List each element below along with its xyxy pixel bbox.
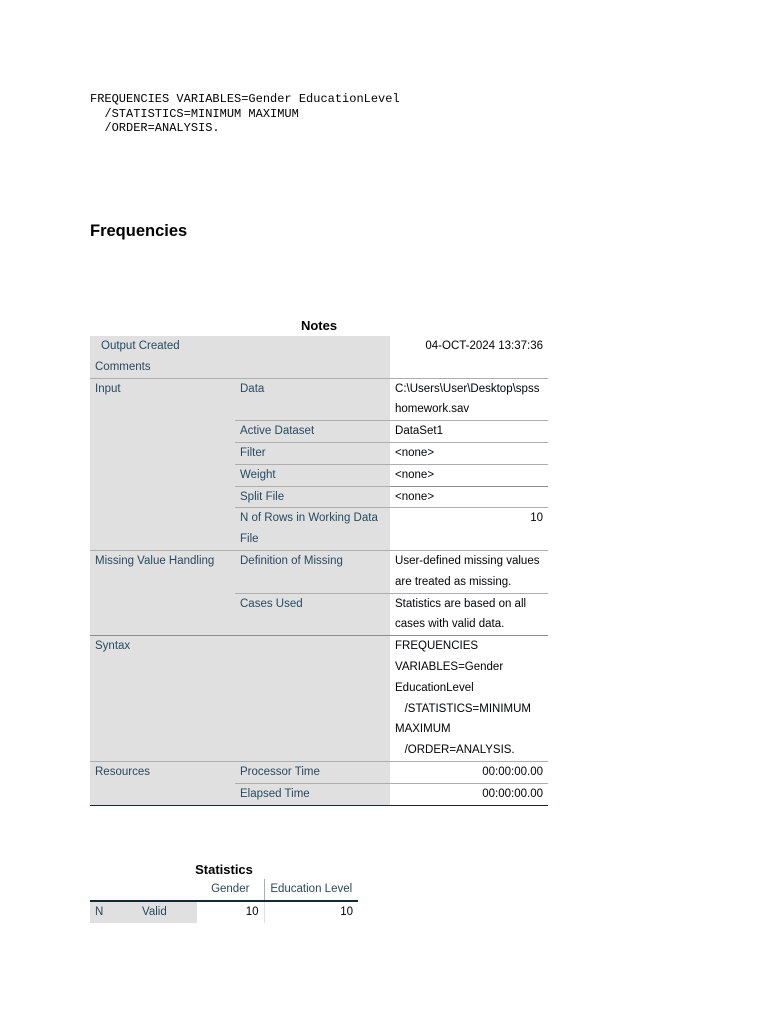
- row-group-label: Resources: [90, 761, 235, 805]
- syntax-line: /ORDER=ANALYSIS.: [90, 121, 220, 135]
- cell-value: Statistics are based on all cases with valid data.: [390, 593, 548, 636]
- syntax-block: [90, 92, 400, 136]
- syntax-line: /STATISTICS=MINIMUM MAXIMUM: [90, 106, 299, 121]
- row-label: Output Created: [90, 336, 390, 357]
- row-label: Comments: [90, 357, 390, 378]
- table-row: [90, 357, 548, 378]
- cell-value: DataSet1: [390, 421, 548, 443]
- syntax-value-line: FREQUENCIES: [395, 640, 479, 653]
- syntax-value-line: VARIABLES=Gender: [395, 660, 504, 673]
- cell-value: [390, 357, 548, 378]
- section-title: Frequencies: [90, 222, 188, 240]
- cell-value: 00:00:00.00: [390, 783, 548, 805]
- row-label: N: [90, 901, 137, 923]
- row-label: Active Dataset: [235, 421, 390, 443]
- table-row: [90, 378, 548, 421]
- table-header-row: [90, 879, 358, 901]
- row-label: N of Rows in Working Data File: [235, 508, 390, 551]
- row-group-label: Missing Value Handling: [90, 550, 235, 635]
- row-label: Processor Time: [235, 761, 390, 783]
- notes-table: [90, 336, 548, 806]
- row-label: Split File: [235, 486, 390, 508]
- table-row: [90, 761, 548, 783]
- cell-value: <none>: [390, 442, 548, 464]
- notes-title: Notes: [300, 318, 338, 333]
- syntax-line: FREQUENCIES VARIABLES=Gender EducationLevel: [90, 92, 400, 106]
- column-header: Education Level: [264, 879, 358, 901]
- row-label: Weight: [235, 464, 390, 486]
- cell-value: User-defined missing values are treated as missing.: [390, 550, 548, 593]
- row-label: Cases Used: [235, 593, 390, 636]
- row-label: Data: [235, 378, 390, 421]
- row-label: Elapsed Time: [235, 783, 390, 805]
- table-row: [90, 901, 358, 923]
- cell-value: <none>: [390, 464, 548, 486]
- header-corner: [90, 879, 197, 901]
- row-label: Definition of Missing: [235, 550, 390, 593]
- cell-value: [390, 636, 548, 762]
- cell-value: 04-OCT-2024 13:37:36: [390, 336, 548, 357]
- table-row: [90, 550, 548, 593]
- table-row: [90, 336, 548, 357]
- table-row: [90, 636, 548, 762]
- row-group-label: Input: [90, 378, 235, 550]
- row-label: Valid: [137, 901, 197, 923]
- row-label: Syntax: [90, 636, 390, 762]
- column-header: Gender: [197, 879, 264, 901]
- cell-value: 00:00:00.00: [390, 761, 548, 783]
- syntax-value-line: /STATISTICS=MINIMUM: [395, 702, 531, 715]
- syntax-value-line: EducationLevel: [395, 681, 474, 694]
- cell-value: <none>: [390, 486, 548, 508]
- row-label: Filter: [235, 442, 390, 464]
- statistics-title: Statistics: [195, 862, 253, 877]
- cell-value: 10: [390, 508, 548, 551]
- statistics-table: [90, 879, 358, 923]
- syntax-value-line: /ORDER=ANALYSIS.: [395, 744, 515, 757]
- cell-value: 10: [245, 905, 259, 918]
- syntax-value-line: MAXIMUM: [395, 723, 451, 736]
- cell-value: 10: [264, 901, 358, 923]
- cell-value: C:\Users\User\Desktop\spss homework.sav: [390, 378, 548, 421]
